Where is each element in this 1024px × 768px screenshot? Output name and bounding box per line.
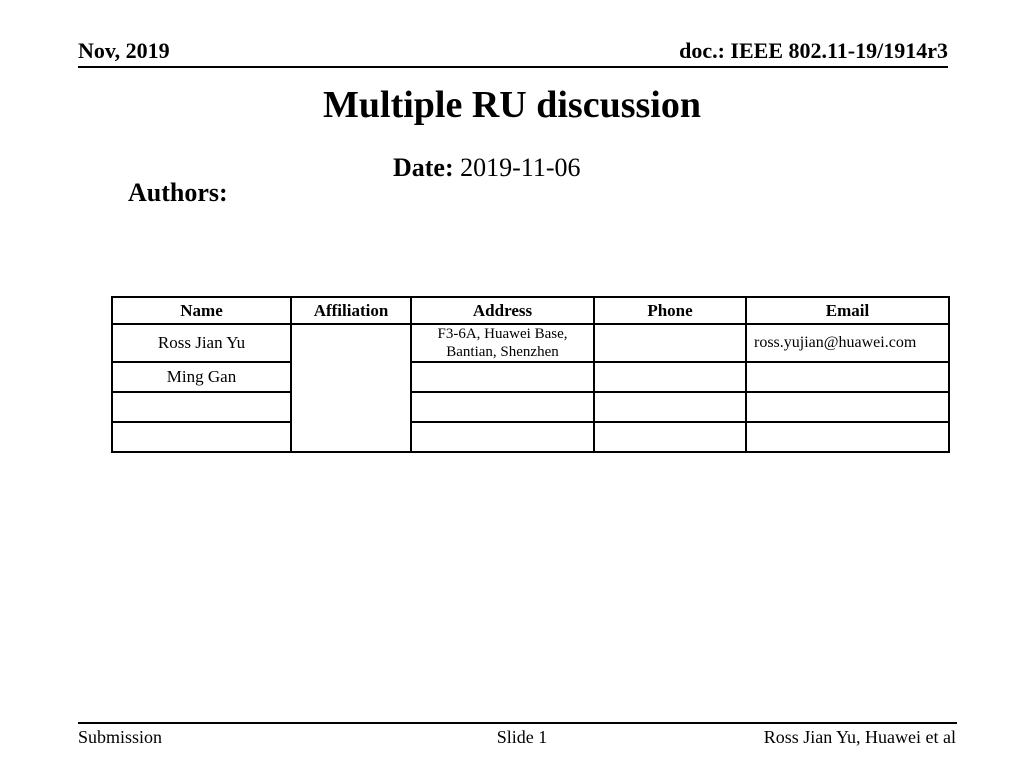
cell-email-4 <box>746 422 949 452</box>
footer-author-credit: Ross Jian Yu, Huawei et al <box>763 727 956 747</box>
column-header-address: Address <box>411 297 594 324</box>
table-header-row <box>112 297 949 324</box>
cell-address-4 <box>411 422 594 452</box>
column-header-affiliation: Affiliation <box>291 297 411 324</box>
cell-address-2 <box>411 362 594 392</box>
cell-email-2 <box>746 362 949 392</box>
cell-phone-4 <box>594 422 746 452</box>
cell-phone-2 <box>594 362 746 392</box>
cell-phone-3 <box>594 392 746 422</box>
cell-address-3 <box>411 392 594 422</box>
footer-slide-number: Slide 1 <box>496 727 548 747</box>
table-row <box>112 324 949 362</box>
column-header-phone: Phone <box>594 297 746 324</box>
cell-affiliation-merged <box>291 324 411 452</box>
cell-name-2: Ming Gan <box>112 362 291 392</box>
table-row <box>112 362 949 392</box>
footer-submission: Submission <box>78 727 163 747</box>
cell-email-3 <box>746 392 949 422</box>
authors-table <box>111 296 950 453</box>
slide-title: Multiple RU discussion <box>323 84 701 126</box>
date-line <box>393 153 581 183</box>
address-line-1: F3-6A, Huawei Base, <box>437 326 568 342</box>
column-header-name: Name <box>112 297 291 324</box>
footer-divider <box>78 722 957 724</box>
table-row <box>112 422 949 452</box>
cell-name-4 <box>112 422 291 452</box>
cell-name-3 <box>112 392 291 422</box>
cell-address-1 <box>411 324 594 362</box>
header-doc-number: doc.: IEEE 802.11-19/1914r3 <box>679 38 948 63</box>
cell-phone-1 <box>594 324 746 362</box>
cell-email-1: ross.yujian@huawei.com <box>746 324 949 362</box>
header-date: Nov, 2019 <box>78 38 170 63</box>
table-row <box>112 392 949 422</box>
authors-label: Authors: <box>128 178 228 207</box>
address-line-2: Bantian, Shenzhen <box>446 344 559 360</box>
date-label: Date: <box>393 153 454 182</box>
column-header-email: Email <box>746 297 949 324</box>
date-value: 2019-11-06 <box>460 153 581 182</box>
header-divider <box>78 66 948 68</box>
cell-name-1: Ross Jian Yu <box>112 324 291 362</box>
